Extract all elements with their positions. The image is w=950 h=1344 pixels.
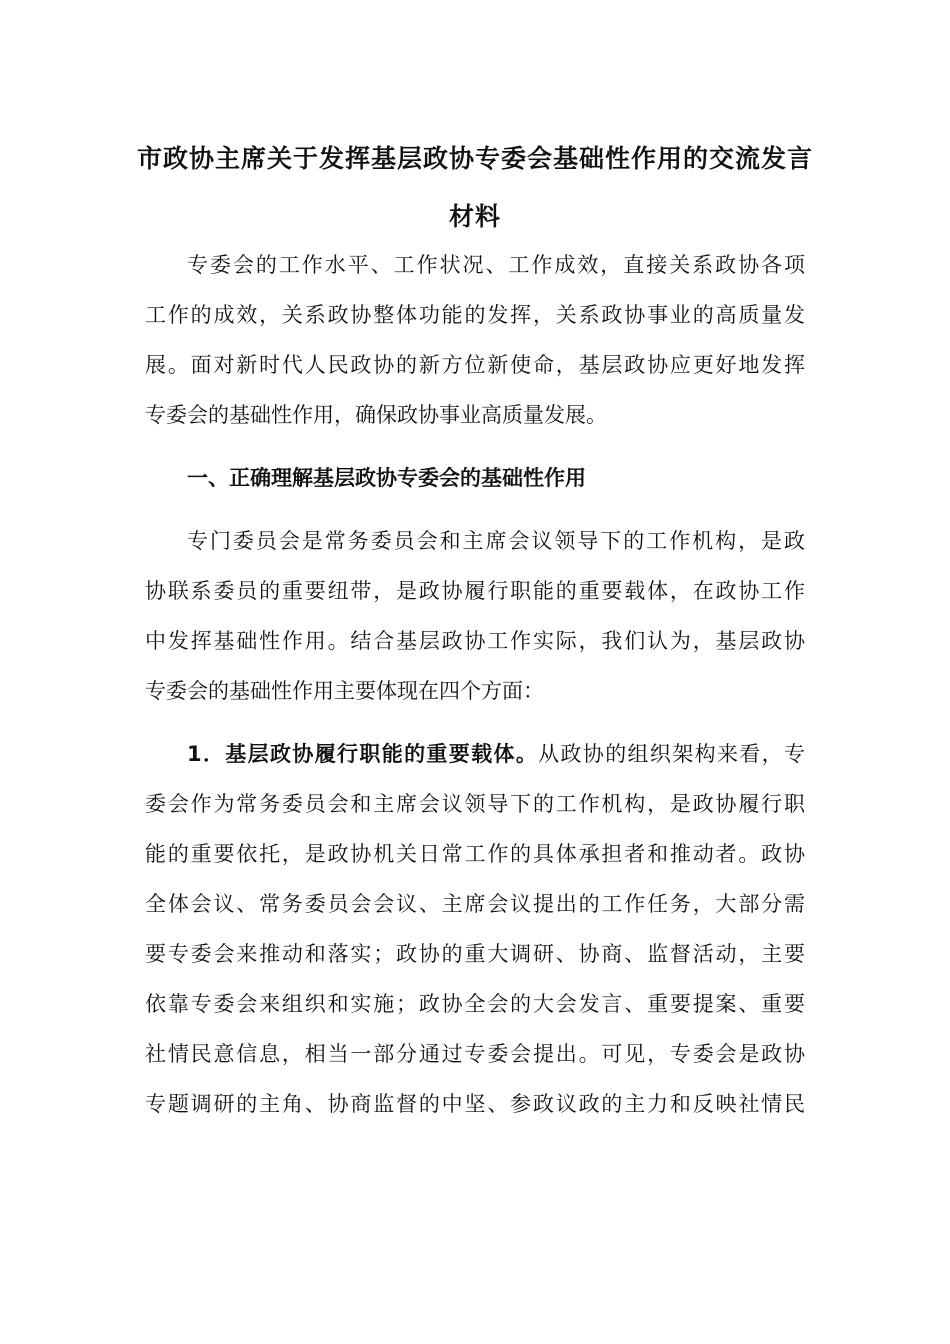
- paragraph-line: 委会作为常务委员会和主席会议领导下的工作机构，是政协履行职: [145, 792, 805, 816]
- paragraph-line: 全体会议、常务委员会会议、主席会议提出的工作任务，大部分需: [145, 892, 805, 916]
- paragraph-line: 专委会的工作水平、工作状况、工作成效，直接关系政协各项: [187, 253, 805, 277]
- section-heading: 一、正确理解基层政协专委会的基础性作用: [187, 466, 586, 490]
- paragraph-line: 工作的成效，关系政协整体功能的发挥，关系政协事业的高质量发: [145, 303, 805, 327]
- point-lead-bold: 1．基层政协履行职能的重要载体。: [187, 742, 539, 766]
- paragraph-line: 专题调研的主角、协商监督的中坚、参政议政的主力和反映社情民: [145, 1092, 805, 1116]
- point-lead-rest: 从政协的组织架构来看，专: [538, 742, 805, 766]
- paragraph-line: 展。面对新时代人民政协的新方位新使命，基层政协应更好地发挥: [145, 353, 805, 377]
- paragraph-line: 社情民意信息，相当一部分通过专委会提出。可见，专委会是政协: [145, 1042, 805, 1066]
- document-title: 市政协主席关于发挥基层政协专委会基础性作用的交流发言材料: [136, 144, 813, 231]
- paragraph-line: 协联系委员的重要纽带，是政协履行职能的重要载体，在政协工作: [145, 579, 805, 603]
- paragraph-line: 依靠专委会来组织和实施；政协全会的大会发言、重要提案、重要: [145, 992, 805, 1016]
- point-first-line: [187, 729, 805, 779]
- paragraph-line: 专委会的基础性作用主要体现在四个方面：: [145, 679, 544, 703]
- paragraph-line: 能的重要依托，是政协机关日常工作的具体承担者和推动者。政协: [145, 842, 805, 866]
- paragraph-line: 专委会的基础性作用，确保政协事业高质量发展。: [145, 403, 607, 427]
- paragraph-line: 要专委会来推动和落实；政协的重大调研、协商、监督活动，主要: [145, 942, 805, 966]
- paragraph-line: 中发挥基础性作用。结合基层政协工作实际，我们认为，基层政协: [145, 629, 805, 653]
- paragraph-line: 专门委员会是常务委员会和主席会议领导下的工作机构，是政: [187, 529, 805, 553]
